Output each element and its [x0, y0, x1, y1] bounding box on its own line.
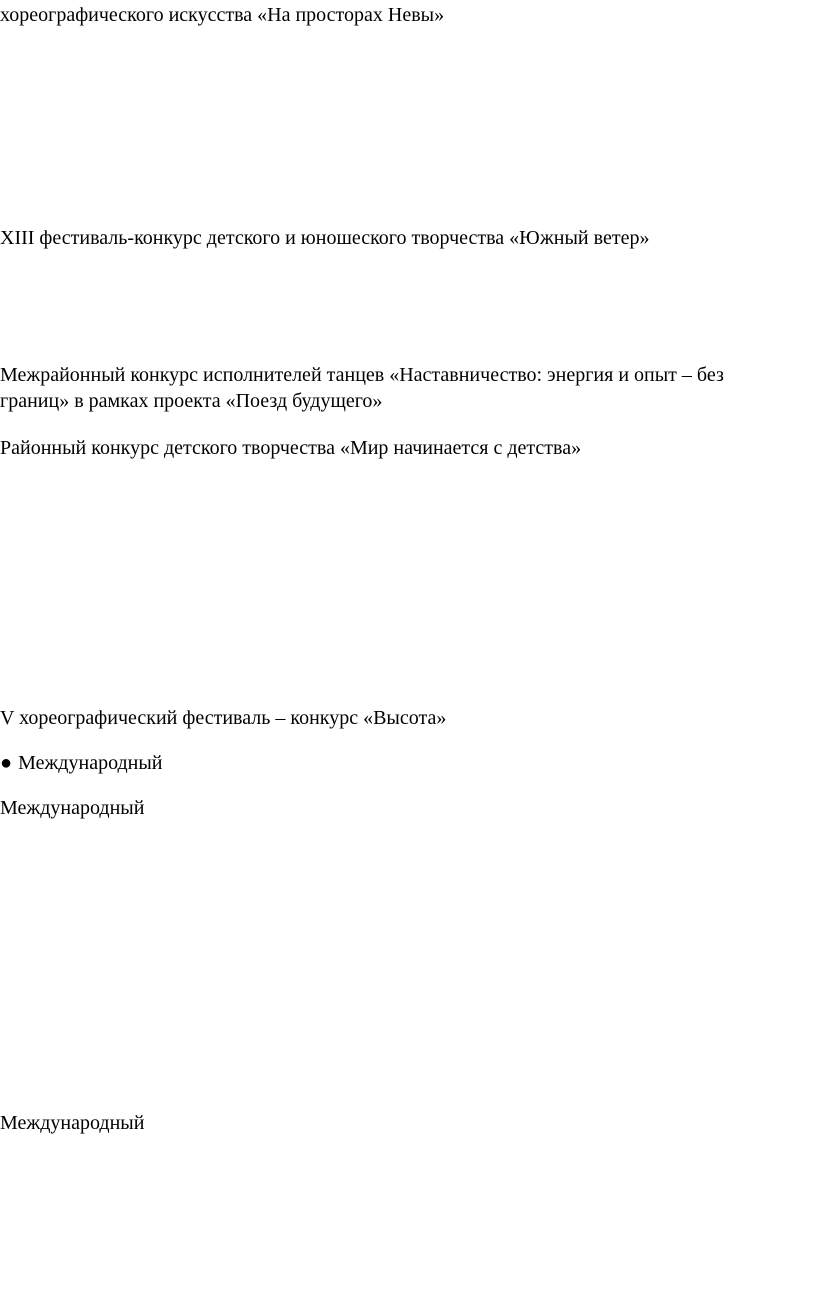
text-competition-nastavnichestvo: Межрайонный конкурс исполнителей танцев «Наставничество: энергия и опыт – без границ» в рамках проекта «Поезд будущего» — [0, 364, 724, 412]
bullet-icon: ● — [0, 752, 13, 774]
bullet-list-item — [0, 750, 163, 776]
text-competition-nevy: хореографического искусства «На просторах Невы» — [0, 4, 445, 26]
level-label-international: Международный — [0, 797, 145, 819]
level-label-international: Международный — [18, 752, 163, 774]
text-festival-vysota: V хореографический фестиваль – конкурс «Высота» — [0, 707, 447, 729]
level-label-international: Международный — [0, 1112, 145, 1134]
text-competition-mir-detstva: Районный конкурс детского творчества «Мир начинается с детства» — [0, 437, 582, 459]
text-festival-yuzhny-veter: XIII фестиваль-конкурс детского и юношеского творчества «Южный ветер» — [0, 227, 650, 249]
